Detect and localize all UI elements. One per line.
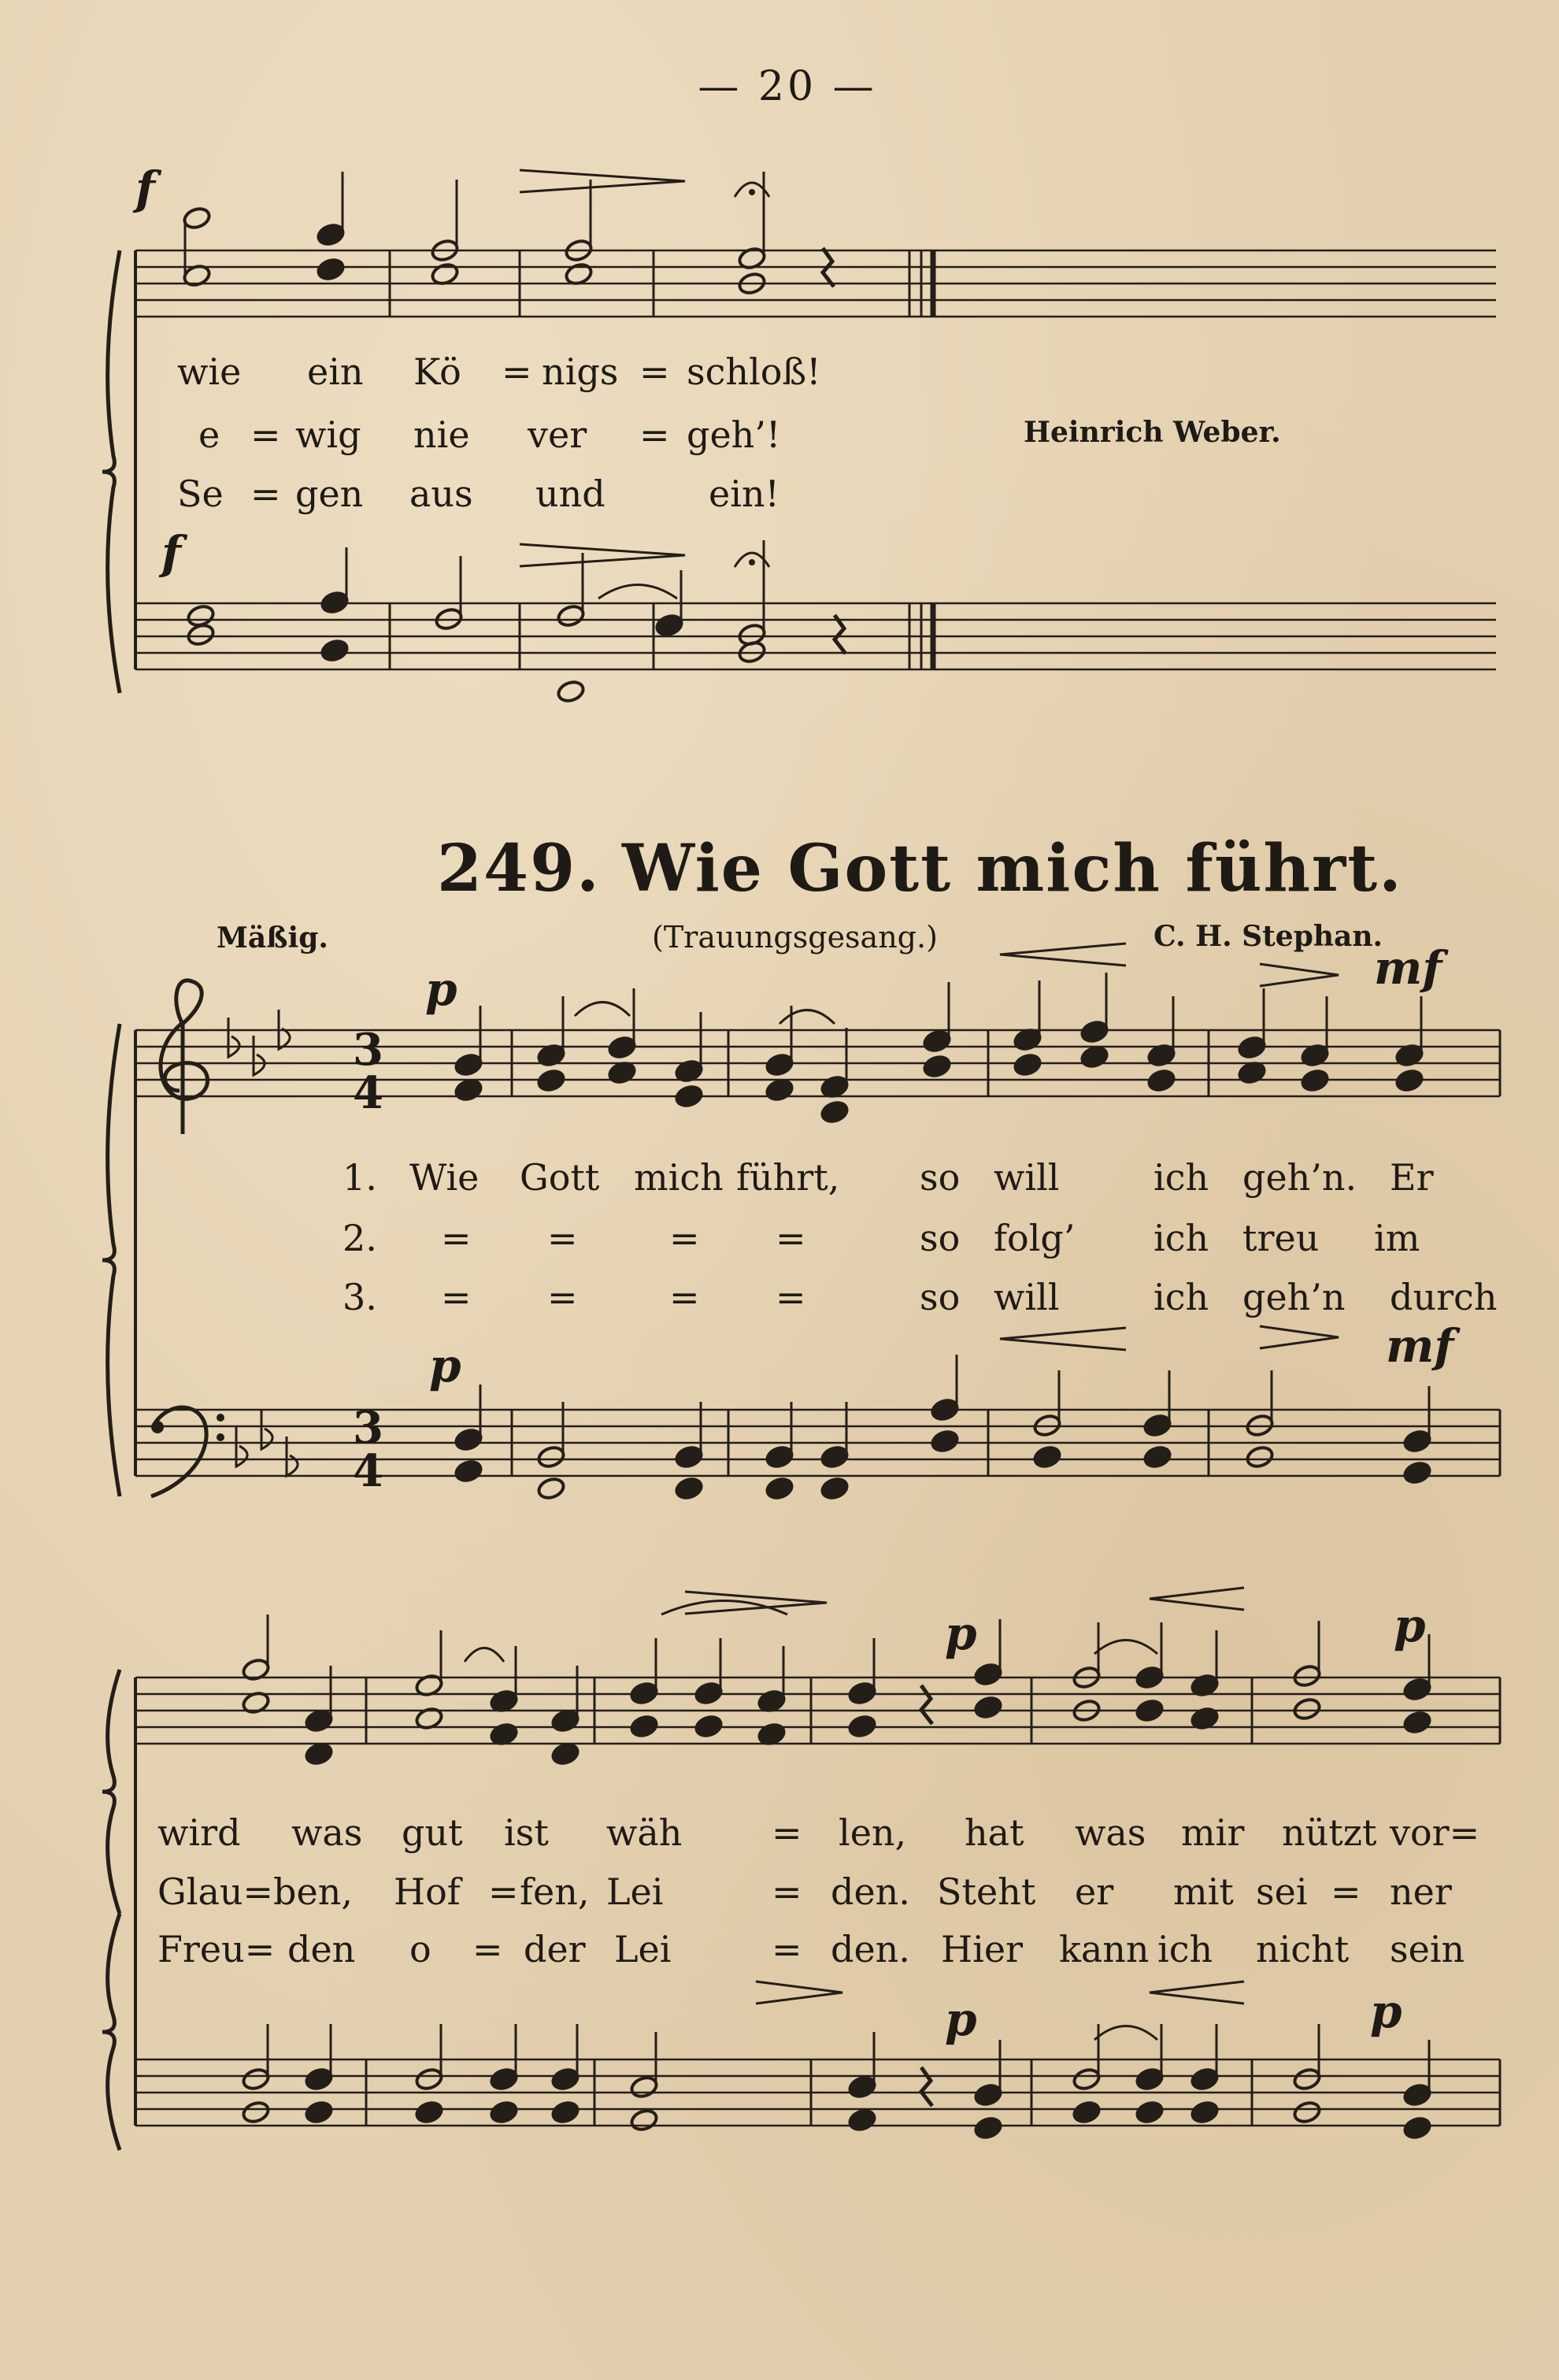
lyric-hyphen: = xyxy=(772,1928,802,1970)
note-head xyxy=(550,1708,580,1733)
lyric-hyphen: = xyxy=(250,413,281,456)
lyric-word: Lei xyxy=(606,1870,664,1913)
lyric-word: ner xyxy=(1390,1870,1452,1913)
note-head xyxy=(1402,1460,1432,1485)
note-head xyxy=(674,1476,704,1501)
note-head xyxy=(820,1099,850,1125)
lyric-word: hat xyxy=(965,1811,1024,1854)
note-head xyxy=(1146,1068,1176,1093)
note-head xyxy=(1292,1696,1322,1722)
note-head xyxy=(973,2115,1003,2141)
fermata-dot xyxy=(749,189,755,195)
note-head xyxy=(973,1695,1003,1720)
note-head xyxy=(1190,2100,1220,2125)
lyric-word: den. xyxy=(831,1870,910,1913)
note-head xyxy=(765,1444,794,1470)
quarter-rest xyxy=(921,2067,932,2106)
staff-brace xyxy=(102,250,120,693)
lyric-word: ver xyxy=(528,413,587,456)
dynamic-mezzoforte: mf xyxy=(1386,1319,1454,1373)
crescendo-hairpin xyxy=(1150,1981,1244,2004)
lyric-word: vor= xyxy=(1390,1811,1480,1854)
slur xyxy=(1094,2026,1157,2041)
hymn-number: 249. xyxy=(437,831,601,906)
lyric-word: wird xyxy=(157,1811,241,1854)
note-head xyxy=(629,1714,659,1739)
dynamic-piano: p xyxy=(429,1339,461,1392)
lyric-word: den. xyxy=(831,1928,910,1970)
lyric-hyphen: = xyxy=(472,1928,503,1970)
note-head xyxy=(629,1681,659,1706)
note-head xyxy=(1300,1068,1330,1093)
note-head xyxy=(1237,1035,1267,1060)
lyric-hyphen: = xyxy=(669,1217,700,1259)
lyric-word: fen, xyxy=(520,1870,590,1913)
tempo-marking: Mäßig. xyxy=(217,921,328,955)
note-head xyxy=(1135,2100,1165,2125)
note-head xyxy=(536,1476,566,1501)
verse-number: 3. xyxy=(343,1276,377,1318)
lyric-word: nicht xyxy=(1256,1928,1350,1970)
decrescendo-hairpin xyxy=(1260,964,1339,986)
lyric-word: der xyxy=(524,1928,586,1970)
lyric-word: geh’! xyxy=(687,413,781,456)
lyric-word: mich xyxy=(634,1156,724,1199)
lyric-word: treu xyxy=(1242,1217,1320,1259)
lyric-word: nie xyxy=(413,413,470,456)
note-head xyxy=(847,1714,877,1739)
lyric-hyphen: = xyxy=(547,1276,578,1318)
note-head xyxy=(1072,2067,1102,2092)
lyric-word: Glau=ben, xyxy=(157,1870,353,1913)
crescendo-hairpin xyxy=(1150,1588,1244,1610)
note-head xyxy=(320,590,350,615)
note-head xyxy=(1032,1444,1062,1470)
lyric-word: nigs xyxy=(542,350,619,393)
key-signature-flat xyxy=(254,1036,265,1075)
lyric-word: er xyxy=(1075,1870,1114,1913)
lyric-word: ich xyxy=(1154,1217,1209,1259)
lyric-word: will xyxy=(994,1276,1060,1318)
note-head xyxy=(1402,1677,1432,1702)
lyric-word: ein! xyxy=(709,473,780,515)
note-head xyxy=(304,2067,334,2092)
note-head xyxy=(241,2100,271,2125)
note-head xyxy=(694,1681,724,1706)
note-head xyxy=(304,1741,334,1766)
note-head xyxy=(182,206,212,231)
lyric-word: nützt xyxy=(1282,1811,1377,1854)
bass-clef-dot xyxy=(217,1414,224,1422)
lyric-word: ich xyxy=(1154,1156,1209,1199)
note-head xyxy=(304,2100,334,2125)
verse-number: 2. xyxy=(343,1217,377,1259)
note-head xyxy=(1079,1044,1109,1070)
lyric-word: aus xyxy=(409,473,473,515)
note-head xyxy=(922,1054,952,1079)
note-head xyxy=(320,638,350,663)
lyric-word: geh’n. xyxy=(1242,1156,1357,1199)
note-head xyxy=(316,257,346,282)
lyric-hyphen: = xyxy=(547,1217,578,1259)
hymn-subtitle: (Trauungsgesang.) xyxy=(652,920,938,955)
note-head xyxy=(489,2100,519,2125)
note-head xyxy=(1394,1068,1424,1093)
note-head xyxy=(454,1427,483,1452)
note-head xyxy=(1135,1698,1165,1723)
note-head xyxy=(765,1077,794,1103)
lyric-word: Se xyxy=(177,473,224,515)
note-head xyxy=(1402,1710,1432,1735)
note-head xyxy=(454,1077,483,1103)
note-head xyxy=(1013,1052,1042,1077)
lyric-word: was xyxy=(291,1811,363,1854)
note-head xyxy=(654,613,684,638)
lyric-word: Hof xyxy=(394,1870,461,1913)
lyric-word: im xyxy=(1374,1217,1420,1259)
note-head xyxy=(847,2108,877,2133)
lyric-word: schloß! xyxy=(687,350,821,393)
lyric-word: ich xyxy=(1154,1276,1209,1318)
lyric-word: o xyxy=(409,1928,431,1970)
time-signature-lower-top: 3 xyxy=(353,1402,385,1454)
slur xyxy=(465,1648,504,1663)
lyric-word: durch xyxy=(1390,1276,1498,1318)
bass-clef xyxy=(151,1407,206,1496)
crescendo-hairpin xyxy=(1000,1328,1126,1350)
lyric-word: und xyxy=(535,473,605,515)
lyric-word: folg’ xyxy=(994,1217,1076,1259)
note-head xyxy=(973,2082,1003,2108)
lyric-word: gen xyxy=(295,473,364,515)
dynamic-forte-lower: f xyxy=(161,526,181,580)
lyric-word: den xyxy=(287,1928,356,1970)
lyric-word: mit xyxy=(1173,1870,1234,1913)
lyric-word: len, xyxy=(839,1811,907,1854)
lyric-word: sein xyxy=(1390,1928,1465,1970)
note-head xyxy=(765,1052,794,1077)
note-head xyxy=(1190,2067,1220,2092)
lyric-word: Lei xyxy=(614,1928,672,1970)
quarter-rest xyxy=(921,1685,932,1724)
slur xyxy=(1094,1640,1157,1655)
lyric-hyphen: = xyxy=(502,350,532,393)
lyric-word: Steht xyxy=(937,1870,1036,1913)
lyric-word: ich xyxy=(1157,1928,1213,1970)
decrescendo-hairpin xyxy=(1260,1326,1339,1348)
note-head xyxy=(556,603,586,628)
lyric-hyphen: = xyxy=(639,413,670,456)
slur xyxy=(661,1601,787,1615)
note-head xyxy=(241,2067,271,2092)
lyric-hyphen: = xyxy=(250,473,281,515)
note-head xyxy=(304,1708,334,1733)
note-head xyxy=(973,1662,1003,1687)
key-signature-flat xyxy=(236,1427,247,1466)
note-head xyxy=(414,2067,444,2092)
note-head xyxy=(1292,2100,1322,2125)
note-head xyxy=(1135,1665,1165,1690)
lyric-word: sei xyxy=(1256,1870,1308,1913)
lyric-word: Wie xyxy=(409,1156,480,1199)
time-signature-upper-bottom: 4 xyxy=(353,1067,385,1119)
lyric-hyphen: = xyxy=(1331,1870,1361,1913)
key-signature-flat xyxy=(228,1018,239,1057)
note-head xyxy=(536,1068,566,1093)
lyric-hyphen: = xyxy=(772,1811,802,1854)
lyric-word: ist xyxy=(504,1811,549,1854)
note-head xyxy=(550,2067,580,2092)
lyric-word: so xyxy=(920,1156,961,1199)
note-head xyxy=(629,2108,659,2133)
fermata-dot xyxy=(749,559,755,565)
note-head xyxy=(607,1035,637,1060)
note-head xyxy=(1142,1444,1172,1470)
note-head xyxy=(1292,2067,1322,2092)
note-head xyxy=(820,1444,850,1470)
slur xyxy=(575,1003,630,1017)
decrescendo-hairpin xyxy=(520,170,685,192)
note-head xyxy=(316,222,346,247)
decrescendo-hairpin xyxy=(756,1981,842,2004)
lyric-word: Er xyxy=(1390,1156,1434,1199)
lyric-word: Hier xyxy=(941,1928,1024,1970)
note-head xyxy=(694,1714,724,1739)
slur xyxy=(780,1010,835,1025)
hymn-title: Wie Gott mich führt. xyxy=(622,831,1403,906)
dynamic-piano: p xyxy=(945,1607,977,1660)
staff-brace xyxy=(102,1914,120,2150)
treble-clef xyxy=(161,981,208,1134)
decrescendo-hairpin xyxy=(520,544,685,566)
note-head xyxy=(930,1397,960,1422)
lyric-hyphen: = xyxy=(639,350,670,393)
composer-credit: C. H. Stephan. xyxy=(1154,920,1383,953)
note-head xyxy=(550,1741,580,1766)
note-head xyxy=(556,679,586,704)
lyric-hyphen: = xyxy=(776,1276,806,1318)
lyric-word: führt, xyxy=(736,1156,840,1199)
note-head xyxy=(1142,1413,1172,1438)
note-head xyxy=(674,1084,704,1109)
verse-number: 1. xyxy=(343,1156,377,1199)
lyric-word: gut xyxy=(402,1811,463,1854)
dynamic-piano: p xyxy=(945,1993,977,2046)
slur xyxy=(598,585,677,599)
note-head xyxy=(1135,2067,1165,2092)
staff-brace xyxy=(102,1024,120,1496)
note-head xyxy=(186,622,216,647)
note-head xyxy=(674,1444,704,1470)
page-number: — 20 — xyxy=(698,63,877,110)
note-head xyxy=(847,2074,877,2100)
lyric-word: will xyxy=(994,1156,1060,1199)
lyric-word: wäh xyxy=(606,1811,683,1854)
note-head xyxy=(847,1681,877,1706)
lyric-hyphen: = xyxy=(441,1276,472,1318)
note-head xyxy=(1245,1444,1275,1470)
note-head xyxy=(536,1444,566,1470)
lyric-word: so xyxy=(920,1276,961,1318)
dynamic-piano: p xyxy=(425,962,457,1016)
note-head xyxy=(930,1429,960,1454)
lyric-word: wie xyxy=(177,350,242,393)
dynamic-piano: p xyxy=(1394,1599,1426,1652)
lyric-word: Kö xyxy=(413,350,461,393)
staff-brace xyxy=(102,1670,120,1914)
lyric-word: mir xyxy=(1181,1811,1245,1854)
note-head xyxy=(820,1476,850,1501)
dynamic-forte-upper: f xyxy=(135,161,155,215)
crescendo-hairpin xyxy=(1000,943,1126,966)
bass-clef-dot xyxy=(217,1433,224,1441)
lyric-hyphen: = xyxy=(488,1870,519,1913)
bass-clef-dot xyxy=(151,1421,164,1433)
time-signature-lower-bottom: 4 xyxy=(353,1445,385,1497)
lyric-word: wig xyxy=(295,413,361,456)
lyric-hyphen: = xyxy=(669,1276,700,1318)
lyric-hyphen: = xyxy=(776,1217,806,1259)
lyric-word: so xyxy=(920,1217,961,1259)
lyric-word: kann xyxy=(1059,1928,1150,1970)
note-head xyxy=(1292,1663,1322,1689)
note-head xyxy=(489,2067,519,2092)
lyric-word: e xyxy=(198,413,220,456)
dynamic-piano: p xyxy=(1370,1985,1402,2038)
lyricist-attribution: Heinrich Weber. xyxy=(1024,416,1281,449)
lyric-word: ein xyxy=(307,350,364,393)
lyric-word: Freu= xyxy=(157,1928,276,1970)
note-head xyxy=(922,1029,952,1054)
note-head xyxy=(454,1459,483,1484)
lyric-hyphen: = xyxy=(441,1217,472,1259)
lyric-hyphen: = xyxy=(772,1870,802,1913)
time-signature-upper-top: 3 xyxy=(353,1024,385,1076)
note-head xyxy=(1402,2082,1432,2108)
note-head xyxy=(1072,2100,1102,2125)
note-head xyxy=(629,2074,659,2100)
note-head xyxy=(550,2100,580,2125)
note-head xyxy=(1402,1429,1432,1454)
note-head xyxy=(765,1476,794,1501)
dynamic-mezzoforte: mf xyxy=(1374,941,1442,995)
note-head xyxy=(414,2100,444,2125)
quarter-rest xyxy=(835,615,846,654)
note-head xyxy=(454,1052,483,1077)
lyric-word: geh’n xyxy=(1242,1276,1346,1318)
note-head xyxy=(1402,2115,1432,2141)
lyric-word: Gott xyxy=(520,1156,600,1199)
note-head xyxy=(1079,1019,1109,1044)
lyric-word: was xyxy=(1075,1811,1146,1854)
